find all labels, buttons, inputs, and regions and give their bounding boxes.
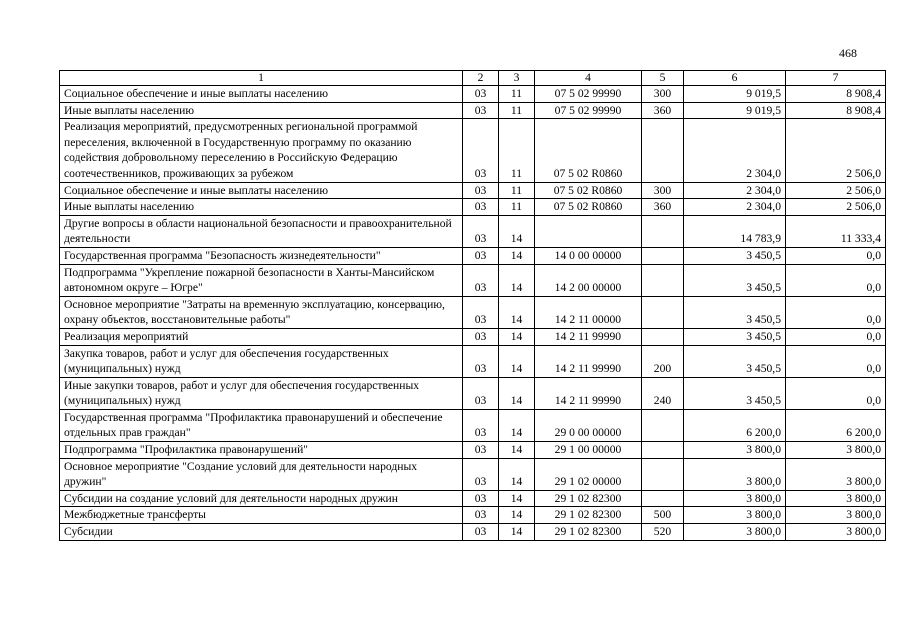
table-row — [60, 199, 886, 216]
subsection-code-cell: 14 — [499, 507, 535, 524]
expense-type-cell: 520 — [642, 524, 684, 541]
item-name-cell: Иные выплаты населению — [60, 199, 463, 216]
expense-type-cell: 360 — [642, 199, 684, 216]
target-article-cell: 07 5 02 99990 — [535, 102, 642, 119]
expense-type-cell: 240 — [642, 377, 684, 409]
subsection-code-cell: 14 — [499, 524, 535, 541]
amount-year2-cell: 2 506,0 — [786, 182, 886, 199]
item-name-cell: Межбюджетные трансферты — [60, 507, 463, 524]
amount-year2-cell: 2 506,0 — [786, 199, 886, 216]
item-name-cell: Реализация мероприятий, предусмотренных региональной программой переселения, включенной в Государственную программу по оказанию содействия добровольному переселению в Российскую Федерацию соотечественников, проживающих за рубежом — [60, 119, 463, 182]
amount-year1-cell: 9 019,5 — [684, 86, 786, 103]
target-article-cell: 29 1 02 82300 — [535, 490, 642, 507]
subsection-code-cell: 14 — [499, 442, 535, 459]
header-cell: 7 — [786, 71, 886, 86]
expense-type-cell — [642, 458, 684, 490]
expense-type-cell — [642, 119, 684, 182]
amount-year1-cell: 14 783,9 — [684, 215, 786, 247]
amount-year2-cell: 8 908,4 — [786, 86, 886, 103]
section-code-cell: 03 — [463, 328, 499, 345]
amount-year1-cell: 3 450,5 — [684, 296, 786, 328]
amount-year2-cell: 3 800,0 — [786, 507, 886, 524]
target-article-cell: 14 2 11 99990 — [535, 345, 642, 377]
item-name-cell: Государственная программа "Профилактика правонарушений и обеспечение отдельных прав граждан" — [60, 409, 463, 441]
subsection-code-cell: 14 — [499, 296, 535, 328]
table-row — [60, 102, 886, 119]
subsection-code-cell: 14 — [499, 215, 535, 247]
section-code-cell: 03 — [463, 247, 499, 264]
target-article-cell: 29 1 02 00000 — [535, 458, 642, 490]
expense-type-cell: 500 — [642, 507, 684, 524]
target-article-cell: 07 5 02 R0860 — [535, 119, 642, 182]
section-code-cell: 03 — [463, 199, 499, 216]
amount-year1-cell: 3 800,0 — [684, 442, 786, 459]
subsection-code-cell: 14 — [499, 409, 535, 441]
target-article-cell: 07 5 02 R0860 — [535, 199, 642, 216]
amount-year2-cell: 11 333,4 — [786, 215, 886, 247]
amount-year1-cell: 2 304,0 — [684, 199, 786, 216]
subsection-code-cell: 11 — [499, 119, 535, 182]
header-row — [60, 71, 886, 86]
item-name-cell: Другие вопросы в области национальной безопасности и правоохранительной деятельности — [60, 215, 463, 247]
amount-year1-cell: 2 304,0 — [684, 119, 786, 182]
expense-type-cell — [642, 442, 684, 459]
header-cell: 3 — [499, 71, 535, 86]
table-row — [60, 524, 886, 541]
section-code-cell: 03 — [463, 102, 499, 119]
amount-year2-cell: 0,0 — [786, 377, 886, 409]
table-row — [60, 507, 886, 524]
expense-type-cell: 200 — [642, 345, 684, 377]
amount-year2-cell: 8 908,4 — [786, 102, 886, 119]
expense-type-cell: 300 — [642, 182, 684, 199]
target-article-cell: 29 1 02 82300 — [535, 524, 642, 541]
header-cell: 4 — [535, 71, 642, 86]
amount-year2-cell: 0,0 — [786, 296, 886, 328]
expense-type-cell — [642, 215, 684, 247]
section-code-cell: 03 — [463, 264, 499, 296]
item-name-cell: Подпрограмма "Укрепление пожарной безопасности в Ханты-Мансийском автономном округе – Югре" — [60, 264, 463, 296]
table-row — [60, 377, 886, 409]
target-article-cell: 14 2 11 99990 — [535, 328, 642, 345]
amount-year2-cell: 2 506,0 — [786, 119, 886, 182]
budget-table — [59, 70, 886, 541]
expense-type-cell: 300 — [642, 86, 684, 103]
target-article-cell: 14 2 11 00000 — [535, 296, 642, 328]
section-code-cell: 03 — [463, 409, 499, 441]
section-code-cell: 03 — [463, 490, 499, 507]
target-article-cell: 29 1 02 82300 — [535, 507, 642, 524]
amount-year2-cell: 3 800,0 — [786, 442, 886, 459]
table-row — [60, 264, 886, 296]
expense-type-cell — [642, 490, 684, 507]
subsection-code-cell: 14 — [499, 345, 535, 377]
table-row — [60, 247, 886, 264]
subsection-code-cell: 14 — [499, 264, 535, 296]
subsection-code-cell: 11 — [499, 102, 535, 119]
table-row — [60, 458, 886, 490]
amount-year1-cell: 3 450,5 — [684, 328, 786, 345]
item-name-cell: Субсидии на создание условий для деятельности народных дружин — [60, 490, 463, 507]
table-row — [60, 442, 886, 459]
subsection-code-cell: 14 — [499, 328, 535, 345]
table-row — [60, 296, 886, 328]
subsection-code-cell: 14 — [499, 490, 535, 507]
table-row — [60, 328, 886, 345]
item-name-cell: Иные закупки товаров, работ и услуг для обеспечения государственных (муниципальных) нужд — [60, 377, 463, 409]
header-cell: 1 — [60, 71, 463, 86]
amount-year2-cell: 0,0 — [786, 264, 886, 296]
amount-year1-cell: 2 304,0 — [684, 182, 786, 199]
target-article-cell: 14 2 00 00000 — [535, 264, 642, 296]
amount-year2-cell: 6 200,0 — [786, 409, 886, 441]
item-name-cell: Субсидии — [60, 524, 463, 541]
section-code-cell: 03 — [463, 119, 499, 182]
table-row — [60, 86, 886, 103]
target-article-cell — [535, 215, 642, 247]
section-code-cell: 03 — [463, 458, 499, 490]
table-row — [60, 345, 886, 377]
amount-year1-cell: 3 450,5 — [684, 247, 786, 264]
section-code-cell: 03 — [463, 182, 499, 199]
section-code-cell: 03 — [463, 524, 499, 541]
target-article-cell: 14 0 00 00000 — [535, 247, 642, 264]
section-code-cell: 03 — [463, 215, 499, 247]
amount-year1-cell: 3 450,5 — [684, 264, 786, 296]
table-row — [60, 490, 886, 507]
header-cell: 2 — [463, 71, 499, 86]
subsection-code-cell: 11 — [499, 182, 535, 199]
amount-year2-cell: 3 800,0 — [786, 458, 886, 490]
amount-year1-cell: 3 450,5 — [684, 345, 786, 377]
header-cell: 5 — [642, 71, 684, 86]
table-row — [60, 119, 886, 182]
item-name-cell: Реализация мероприятий — [60, 328, 463, 345]
amount-year1-cell: 3 800,0 — [684, 524, 786, 541]
item-name-cell: Государственная программа "Безопасность жизнедеятельности" — [60, 247, 463, 264]
section-code-cell: 03 — [463, 377, 499, 409]
target-article-cell: 29 0 00 00000 — [535, 409, 642, 441]
amount-year1-cell: 6 200,0 — [684, 409, 786, 441]
amount-year1-cell: 3 450,5 — [684, 377, 786, 409]
page-number: 468 — [839, 46, 857, 60]
table-row — [60, 182, 886, 199]
amount-year1-cell: 3 800,0 — [684, 490, 786, 507]
amount-year2-cell: 3 800,0 — [786, 490, 886, 507]
target-article-cell: 07 5 02 99990 — [535, 86, 642, 103]
section-code-cell: 03 — [463, 507, 499, 524]
amount-year1-cell: 9 019,5 — [684, 102, 786, 119]
item-name-cell: Основное мероприятие "Создание условий для деятельности народных дружин" — [60, 458, 463, 490]
section-code-cell: 03 — [463, 86, 499, 103]
expense-type-cell: 360 — [642, 102, 684, 119]
target-article-cell: 29 1 00 00000 — [535, 442, 642, 459]
expense-type-cell — [642, 296, 684, 328]
expense-type-cell — [642, 409, 684, 441]
expense-type-cell — [642, 328, 684, 345]
subsection-code-cell: 14 — [499, 377, 535, 409]
expense-type-cell — [642, 264, 684, 296]
item-name-cell: Основное мероприятие "Затраты на временную эксплуатацию, консервацию, охрану объектов, восстановительные работы" — [60, 296, 463, 328]
table-body — [60, 86, 886, 541]
table-row — [60, 409, 886, 441]
item-name-cell: Подпрограмма "Профилактика правонарушений" — [60, 442, 463, 459]
expense-type-cell — [642, 247, 684, 264]
amount-year1-cell: 3 800,0 — [684, 458, 786, 490]
item-name-cell: Иные выплаты населению — [60, 102, 463, 119]
target-article-cell: 07 5 02 R0860 — [535, 182, 642, 199]
subsection-code-cell: 11 — [499, 86, 535, 103]
amount-year2-cell: 0,0 — [786, 247, 886, 264]
subsection-code-cell: 14 — [499, 247, 535, 264]
target-article-cell: 14 2 11 99990 — [535, 377, 642, 409]
amount-year2-cell: 0,0 — [786, 345, 886, 377]
subsection-code-cell: 11 — [499, 199, 535, 216]
item-name-cell: Социальное обеспечение и иные выплаты населению — [60, 182, 463, 199]
item-name-cell: Социальное обеспечение и иные выплаты населению — [60, 86, 463, 103]
section-code-cell: 03 — [463, 296, 499, 328]
amount-year2-cell: 3 800,0 — [786, 524, 886, 541]
amount-year1-cell: 3 800,0 — [684, 507, 786, 524]
item-name-cell: Закупка товаров, работ и услуг для обеспечения государственных (муниципальных) нужд — [60, 345, 463, 377]
amount-year2-cell: 0,0 — [786, 328, 886, 345]
header-cell: 6 — [684, 71, 786, 86]
subsection-code-cell: 14 — [499, 458, 535, 490]
section-code-cell: 03 — [463, 345, 499, 377]
section-code-cell: 03 — [463, 442, 499, 459]
table-row — [60, 215, 886, 247]
